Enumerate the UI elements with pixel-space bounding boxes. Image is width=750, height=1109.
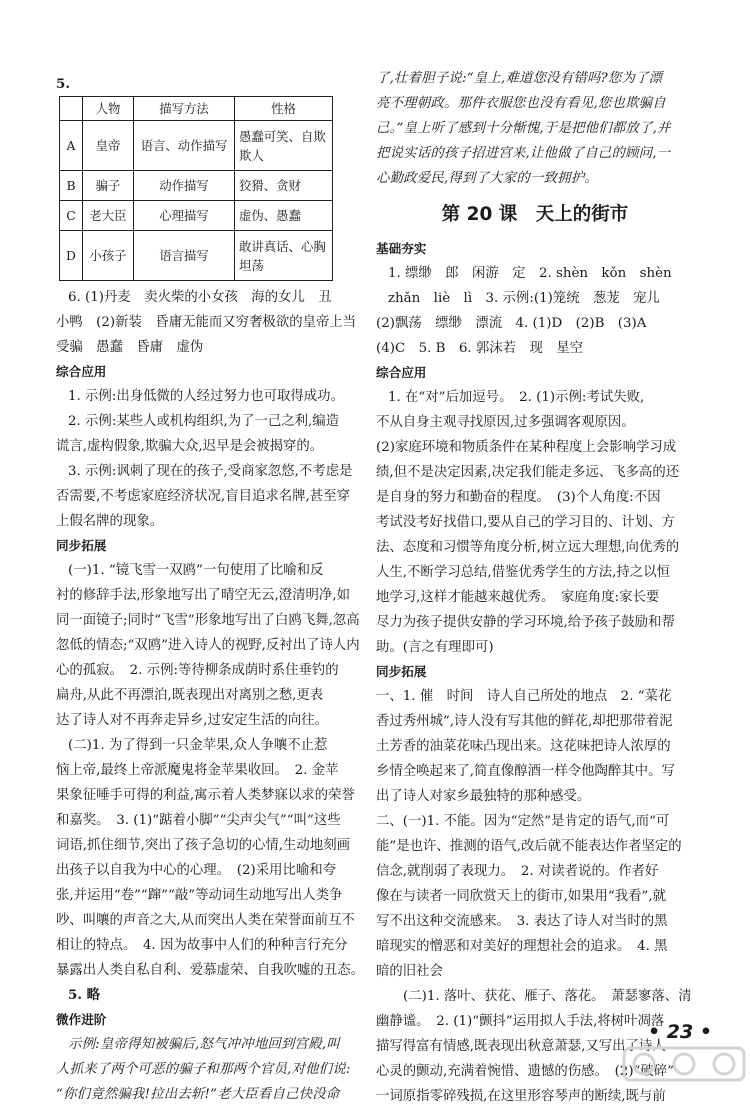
section-heading: 同步拓展	[56, 538, 107, 553]
text-line: 衬的修辞手法,形象地写出了晴空无云,澄清明净,如	[56, 588, 350, 603]
tongbu-block-1	[56, 558, 374, 733]
table-cell: C	[60, 201, 83, 231]
section-heading: 综合应用	[376, 365, 427, 380]
text-line: 信念,就削弱了表现力。 2. 对读者说的。作者好	[376, 864, 659, 879]
text-line: 小鸭 (2)新装 昏庸无能而又穷奢极欲的皇帝上当	[56, 315, 357, 330]
weizuo-continued-block	[376, 66, 694, 191]
table-row	[60, 231, 333, 281]
question-5-short: 5. 略	[68, 987, 101, 1003]
text-line: 描写得富有情感,既表现出秋意萧瑟,又写出了诗人	[376, 1039, 666, 1054]
text-line: 土芳香的油菜花味凸现出来。这花味把诗人浓厚的	[376, 739, 671, 754]
table-cell: A	[60, 121, 83, 171]
text-line: “你们竟然骗我!拉出去斩!”老大臣看自己快没命	[56, 1087, 340, 1102]
text-line: 出了诗人对家乡最独特的那种感受。	[376, 789, 591, 804]
text-line: 受骗 愚蠢 昏庸 虚伪	[56, 340, 204, 355]
text-line: 1. 缥缈 郎 闲游 定 2. shèn kǒn shèn	[388, 266, 672, 281]
text-line: 暗的旧社会	[376, 964, 443, 979]
text-line: 把说实话的孩子招进宫来,让他做了自己的顾问,一	[376, 146, 671, 161]
table-cell: 老大臣	[83, 201, 134, 231]
text-line: 人抓来了两个可恶的骗子和那两个官员,对他们说:	[56, 1062, 351, 1077]
table-header-row	[60, 97, 333, 121]
table-header-cell: 人物	[83, 97, 134, 121]
question-6-block	[56, 285, 374, 360]
section-heading: 综合应用	[56, 364, 107, 379]
table-cell: 语言、动作描写	[134, 121, 235, 171]
text-line: 像在与读者一同欣赏天上的街市,如果用“我看”,就	[376, 889, 667, 904]
text-line: 地学习,这样才能越来越优秀。 家庭角度:家长要	[376, 590, 660, 605]
text-line: 了,壮着胆子说:“皇上,难道您没有错吗?您为了漂	[376, 71, 663, 86]
text-line: 心的孤寂。 2. 示例:等待柳条成荫时系住垂钓的	[56, 663, 339, 678]
text-line: 绩,但不是决定因素,决定我们能走多远、飞多高的还	[376, 465, 680, 480]
text-line: 一词原指零碎残损,在这里形容琴声的断续,既与前	[376, 1089, 666, 1104]
text-line: (一)1. “镜飞雪一双鸥”一句使用了比喻和反	[68, 563, 324, 578]
tongbu-block-right-1	[376, 684, 694, 809]
text-line: 词语,抓住细节,突出了孩子急切的心情,生动地刻画	[56, 838, 350, 853]
text-line: 示例:皇帝得知被骗后,怒气冲冲地回到宫殿,叫	[68, 1037, 340, 1052]
zonghe-block	[56, 384, 374, 534]
text-line: 暗现实的憎恶和对美好的理想社会的追求。 4. 黑	[376, 939, 668, 954]
text-line: 和嘉奖。 3. (1)“踮着小脚”“尖声尖气”“叫”这些	[56, 813, 341, 828]
text-line: 亮不理朝政。那件衣服您也没有看见,您也欺骗自	[376, 96, 666, 111]
text-line: 2. 示例:某些人或机构组织,为了一己之利,编造	[68, 414, 340, 429]
text-line: (2)家庭环境和物质条件在某种程度上会影响学习成	[376, 440, 677, 455]
text-line: 同一面镜子;同时“飞雪”形象地写出了白鸥飞舞,忽高	[56, 613, 360, 628]
watermark-logo-icon	[622, 1046, 746, 1098]
page-number: • 23 •	[648, 1021, 712, 1043]
text-line: 幽静谧。 2. (1)“颤抖”运用拟人手法,将树叶凋落	[376, 1014, 665, 1029]
text-line: 助。(言之有理即可)	[376, 640, 494, 655]
table-cell: D	[60, 231, 83, 281]
text-line: 6. (1)丹麦 卖火柴的小女孩 海的女儿 丑	[68, 290, 332, 305]
text-line: 能”是也许、推测的语气,改后就不能表达作者坚定的	[376, 839, 682, 854]
lesson-title: 第 20 课 天上的街市	[441, 204, 629, 225]
text-line: 谎言,虚构假象,欺骗大众,迟早是会被揭穿的。	[56, 439, 324, 454]
text-line: (二)1. 为了得到一只金苹果,众人争嚷不止惹	[68, 738, 328, 753]
text-line: 否需要,不考虑家庭经济状况,盲目追求名牌,甚至穿	[56, 489, 350, 504]
text-line: 恼上帝,最终上帝派魔鬼将金苹果收回。 2. 金苹	[56, 763, 339, 778]
text-line: 相让的特点。 4. 因为故事中人们的种种言行充分	[56, 938, 348, 953]
right-column	[376, 0, 694, 1109]
table-cell: 骗子	[83, 171, 134, 201]
table-header-cell: 描写方法	[134, 97, 235, 121]
section-heading: 基础夯实	[376, 241, 427, 256]
text-line: 二、(一)1. 不能。因为“定然”是肯定的语气,而“可	[376, 814, 670, 829]
table-header-cell: 性格	[235, 97, 333, 121]
section-heading: 同步拓展	[376, 664, 427, 679]
tongbu-block-right-2	[376, 809, 694, 984]
text-line: 达了诗人对不再奔走异乡,过安定生活的向往。	[56, 713, 329, 728]
text-line: 心灵的颤动,充满着惋惜、遗憾的伤感。 (2)“破碎”	[376, 1064, 675, 1079]
text-line: 法、态度和习惯等角度分析,树立远大理想,向优秀的	[376, 540, 680, 555]
text-line: 不从自身主观寻找原因,过多强调客观原因。	[376, 415, 635, 430]
text-line: 吵、叫嚷的声音之大,从而突出人类在荣誉面前互不	[56, 913, 355, 928]
zonghe-block-right	[376, 385, 694, 660]
text-line: 忽低的情态;“双鸥”进入诗人的视野,反衬出了诗人内	[56, 638, 360, 653]
text-line: 张,并运用“卷”“蹿”“敲”等动词生动地写出人类争	[56, 888, 343, 903]
text-line: zhǎn liè lì 3. 示例:(1)笼统 葱茏 宠儿	[388, 291, 660, 306]
character-analysis-table	[59, 96, 333, 281]
text-line: (2)飘荡 缥缈 漂流 4. (1)D (2)B (3)A	[376, 316, 647, 331]
text-line: 人生,不断学习总结,借鉴优秀学生的方法,持之以恒	[376, 565, 670, 580]
table-cell: 语言描写	[134, 231, 235, 281]
text-line: 是自身的努力和勤奋的程度。 (3)个人角度:不因	[376, 490, 661, 505]
table-cell: 愚蠢可笑、自欺欺人	[235, 121, 333, 171]
text-line: 一、1. 催 时间 诗人自己所处的地点 2. “菜花	[376, 689, 672, 704]
text-line: 1. 示例:出身低微的人经过努力也可取得成功。	[68, 389, 344, 404]
text-line: 考试没考好找借口,要从自己的学习目的、计划、方	[376, 515, 675, 530]
jichu-block	[376, 261, 694, 361]
table-cell: 狡猾、贪财	[235, 171, 333, 201]
table-row	[60, 121, 333, 171]
text-line: 香过秀州城”,诗人没有写其他的鲜花,却把那带着泥	[376, 714, 673, 729]
text-line: 出孩子以自我为中心的心理。 (2)采用比喻和夸	[56, 863, 337, 878]
text-line: (二)1. 落叶、获花、雁子、落花。 萧瑟寥落、清	[403, 989, 692, 1004]
table-header-cell	[60, 97, 83, 121]
table-cell: 虚伪、愚蠢	[235, 201, 333, 231]
table-row	[60, 201, 333, 231]
table-cell: 心理描写	[134, 201, 235, 231]
question-5-label: 5.	[56, 76, 70, 92]
text-line: 1. 在“对”后加逗号。 2. (1)示例:考试失败,	[388, 390, 645, 405]
table-cell: 皇帝	[83, 121, 134, 171]
text-line: 上假名牌的现象。	[56, 514, 164, 529]
table-cell: 动作描写	[134, 171, 235, 201]
table-cell: B	[60, 171, 83, 201]
tongbu-block-2	[56, 733, 374, 983]
text-line: 扁舟,从此不再漂泊,既表现出对离别之愁,更表	[56, 688, 324, 703]
text-line: (4)C 5. B 6. 郭沫若 现 星空	[376, 341, 584, 356]
weizuo-block	[56, 1032, 374, 1107]
text-line: 乡情全唤起来了,简直像醇酒一样令他陶醉其中。写	[376, 764, 675, 779]
section-heading: 微作进阶	[56, 1012, 107, 1027]
left-column	[56, 0, 374, 1107]
text-line: 己。”皇上听了感到十分惭愧,于是把他们都放了,并	[376, 121, 671, 136]
table-cell: 敢讲真话、心胸坦荡	[235, 231, 333, 281]
text-line: 尽力为孩子提供安静的学习环境,给予孩子鼓励和帮	[376, 615, 675, 630]
text-line: 写不出这种交流感来。 3. 表达了诗人对当时的黑	[376, 914, 668, 929]
text-line: 3. 示例:讽刺了现在的孩子,受商家忽悠,不考虑是	[68, 464, 353, 479]
table-row	[60, 171, 333, 201]
text-line: 暴露出人类自私自利、爱慕虚荣、自我吹嘘的丑态。	[56, 963, 364, 978]
table-cell: 小孩子	[83, 231, 134, 281]
text-line: 心勤政爱民,得到了大家的一致拥护。	[376, 171, 598, 186]
text-line: 果象征唾手可得的利益,寓示着人类梦寐以求的荣誉	[56, 788, 355, 803]
